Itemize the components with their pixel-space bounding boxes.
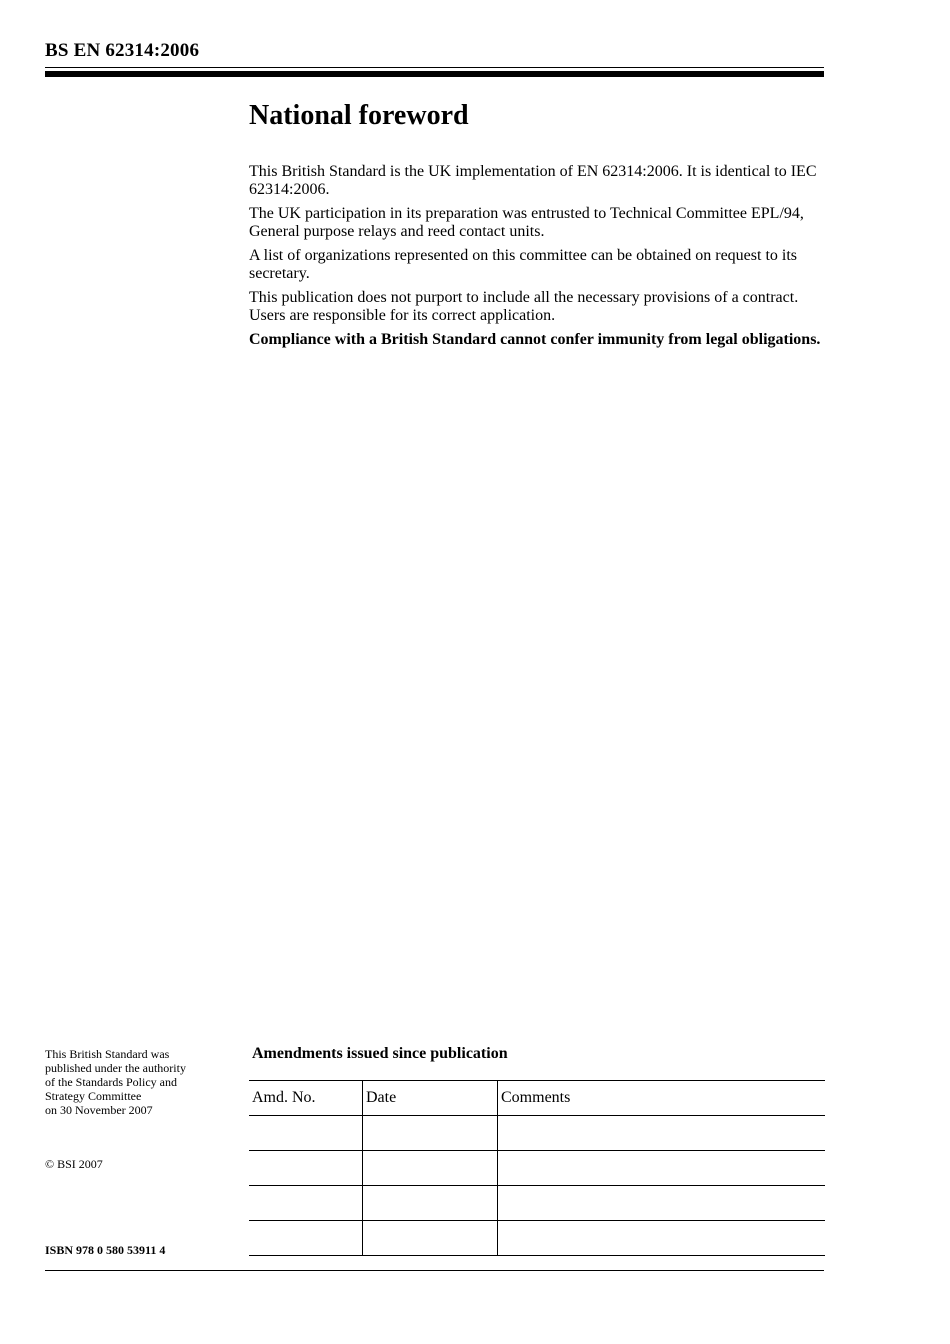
foreword-paragraph: This publication does not purport to include all the necessary provisions of a contract. Users are responsible for its correct application.	[249, 289, 799, 324]
column-header-amd-no: Amd. No.	[249, 1081, 363, 1116]
date-cell	[363, 1186, 498, 1221]
foreword-paragraph: This British Standard is the UK implementation of EN 62314:2006. It is identical to IEC 62314:2006.	[249, 163, 817, 198]
publication-info-line: Strategy Committee	[45, 1089, 142, 1103]
publication-info-line: This British Standard was	[45, 1047, 170, 1061]
column-header-date: Date	[363, 1081, 498, 1116]
publication-info	[45, 1047, 235, 1117]
isbn: ISBN 978 0 580 53911 4	[45, 1243, 166, 1257]
table-row	[249, 1221, 825, 1256]
date-cell	[363, 1221, 498, 1256]
date-cell	[363, 1151, 498, 1186]
amendments-header-row	[249, 1081, 825, 1116]
publication-info-line: of the Standards Policy and	[45, 1075, 177, 1089]
publication-info-line: published under the authority	[45, 1061, 186, 1075]
table-row	[249, 1151, 825, 1186]
amd-no-cell	[249, 1186, 363, 1221]
copyright-notice: © BSI 2007	[45, 1157, 103, 1171]
amd-no-cell	[249, 1116, 363, 1151]
amd-no-cell	[249, 1151, 363, 1186]
foreword-paragraph: A list of organizations represented on this committee can be obtained on request to its secretary.	[249, 247, 798, 282]
table-row	[249, 1186, 825, 1221]
column-header-comments: Comments	[498, 1081, 826, 1116]
header-thick-rule	[45, 71, 824, 77]
compliance-note: Compliance with a British Standard cannot confer immunity from legal obligations.	[249, 331, 821, 348]
amd-no-cell	[249, 1221, 363, 1256]
footer-rule	[45, 1270, 824, 1271]
date-cell	[363, 1116, 498, 1151]
comments-cell	[498, 1151, 826, 1186]
amendments-title: Amendments issued since publication	[252, 1045, 508, 1062]
publication-info-line: on 30 November 2007	[45, 1103, 153, 1117]
header-thin-rule	[45, 67, 824, 68]
foreword-paragraph: The UK participation in its preparation was entrusted to Technical Committee EPL/94, General purpose relays and reed contact units.	[249, 205, 804, 240]
document-id: BS EN 62314:2006	[45, 40, 200, 61]
amendments-table	[249, 1080, 825, 1256]
foreword-body	[249, 163, 829, 356]
comments-cell	[498, 1221, 826, 1256]
comments-cell	[498, 1186, 826, 1221]
table-row	[249, 1116, 825, 1151]
comments-cell	[498, 1116, 826, 1151]
page-title: National foreword	[249, 100, 469, 131]
